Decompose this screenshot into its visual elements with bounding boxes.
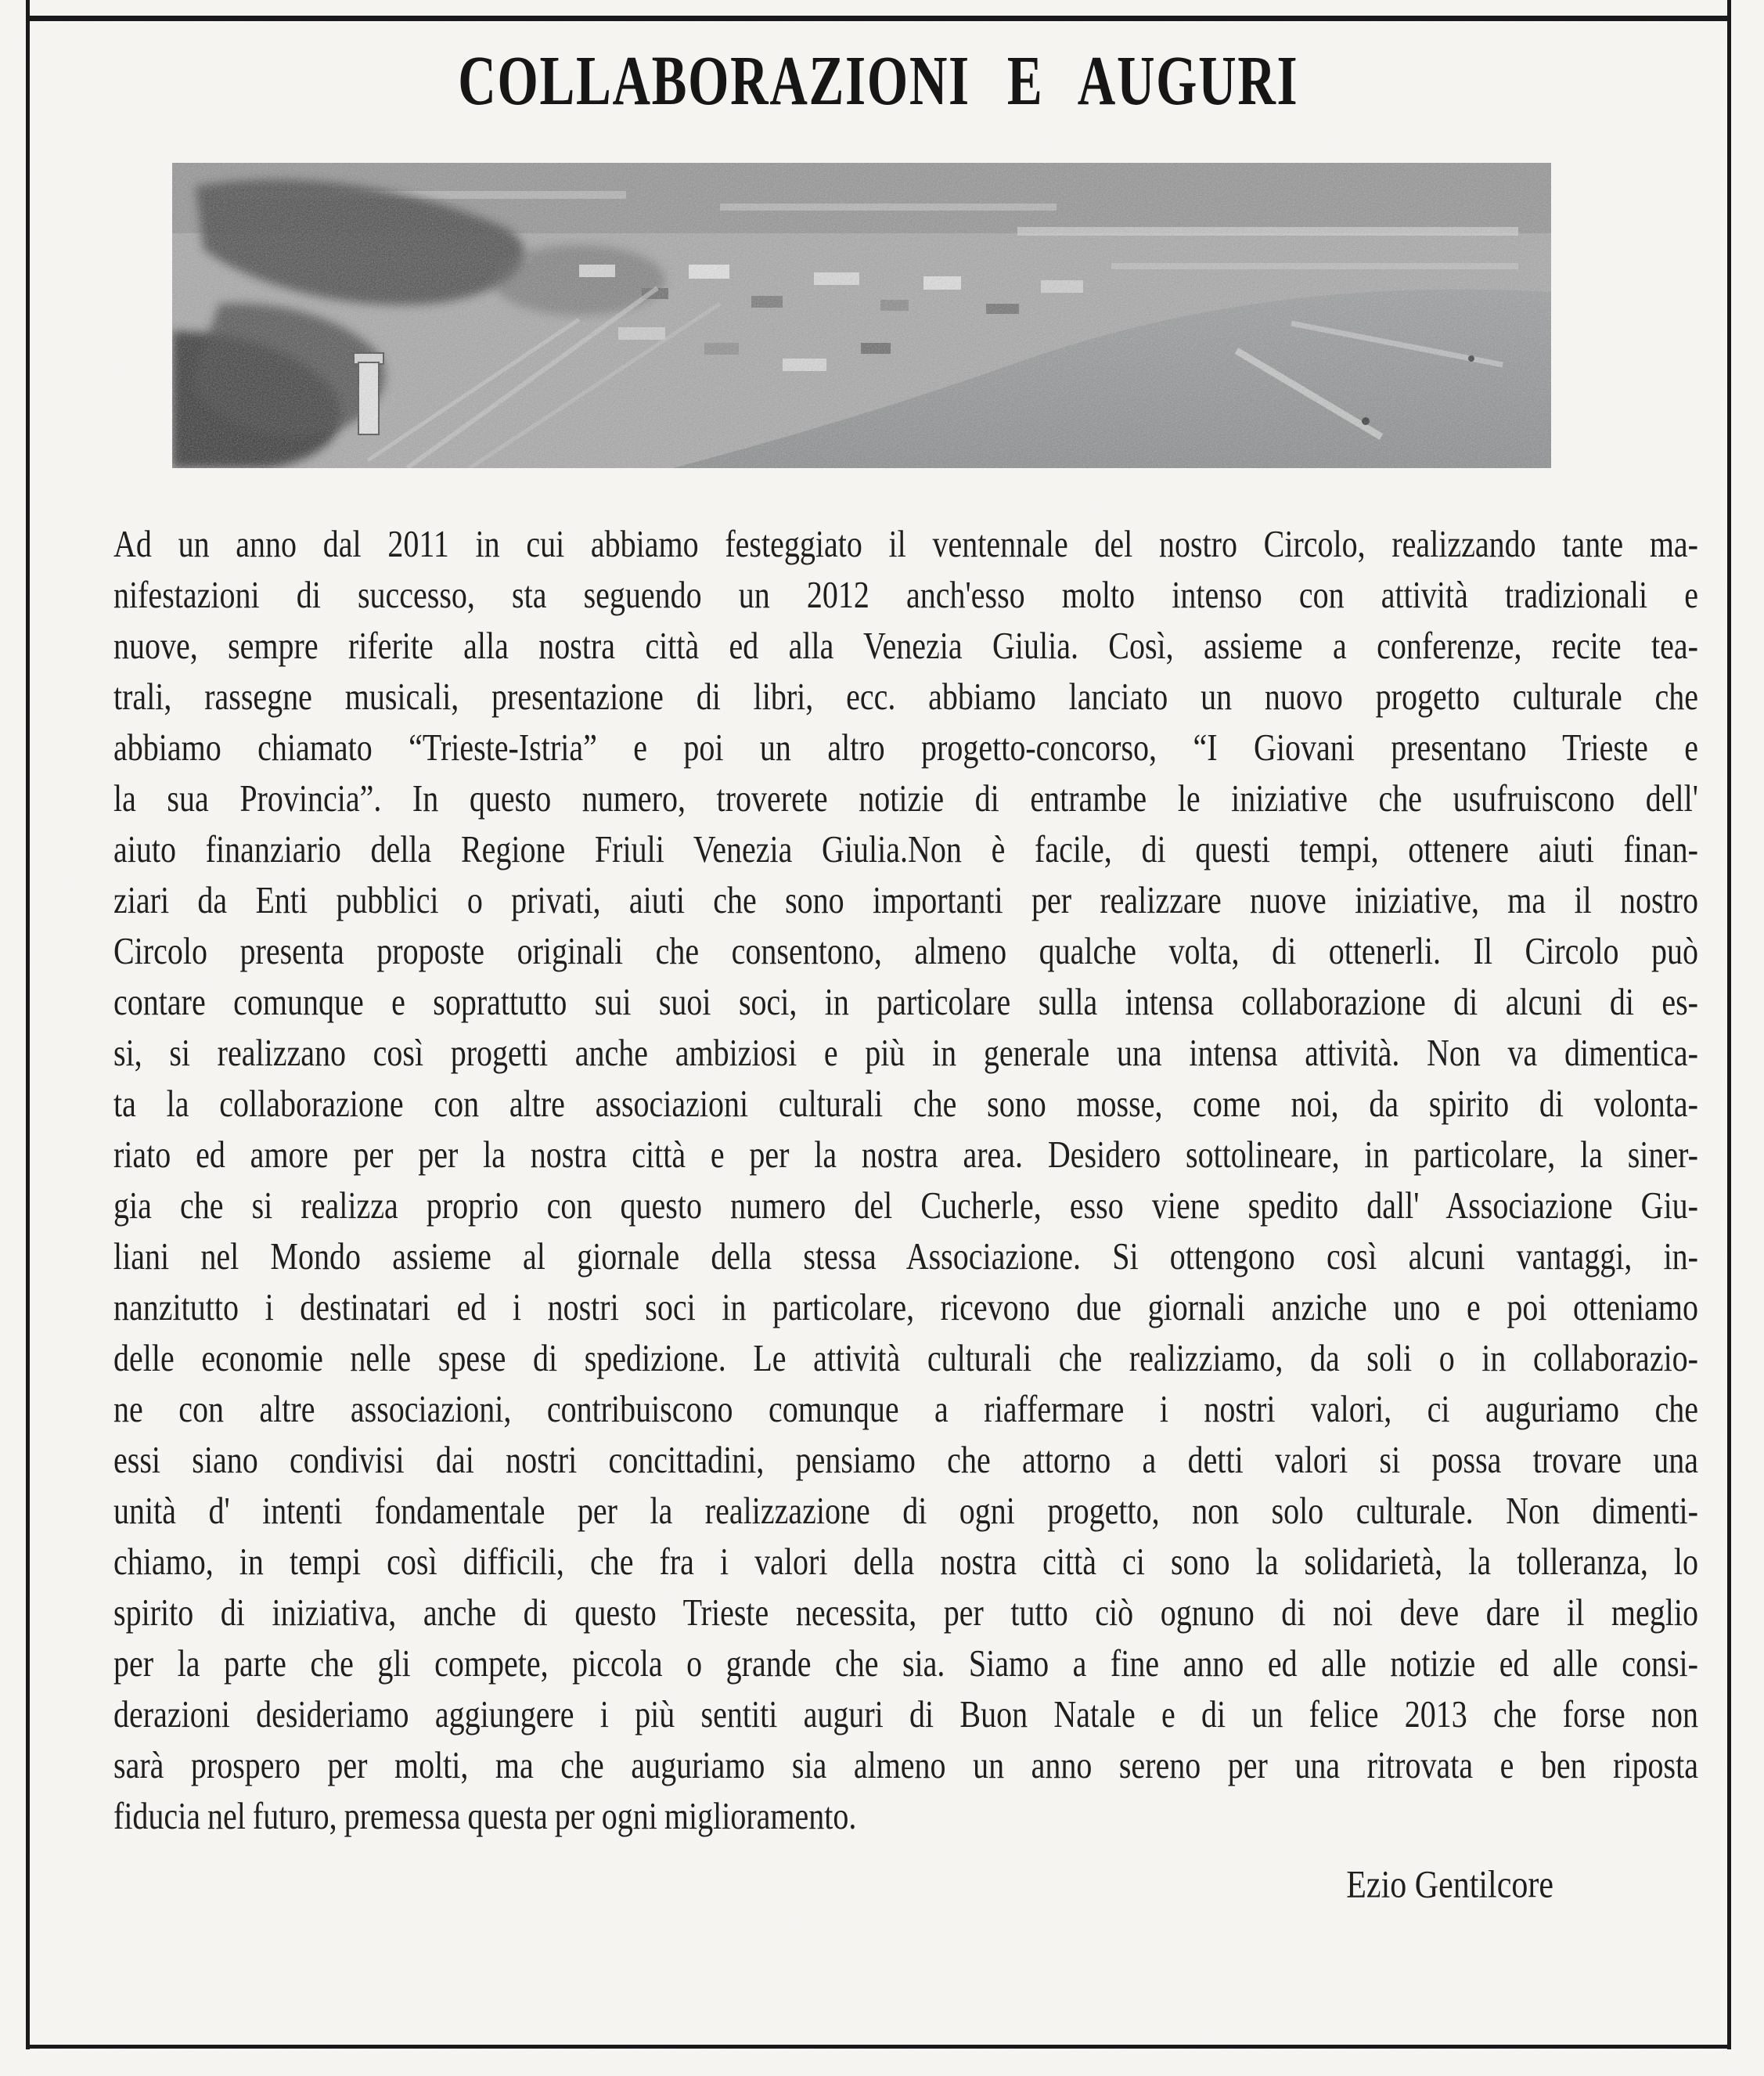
article-line: nuove, sempre riferite alla nostra città ed alla Venezia Giulia. Così, assieme a conferenze, recite tea- bbox=[113, 624, 1698, 667]
article-line: unità d' intenti fondamentale per la realizzazione di ogni progetto, non solo culturale. Non dimenti- bbox=[113, 1489, 1698, 1532]
article-line: ne con altre associazioni, contribuiscono comunque a riaffermare i nostri valori, ci auguriamo che bbox=[113, 1387, 1698, 1430]
article-line: nifestazioni di successo, sta seguendo un 2012 anch'esso molto intenso con attività tradizionali e bbox=[113, 573, 1698, 616]
article-line: contare comunque e soprattutto sui suoi soci, in particolare sulla intensa collaborazione di alcuni di es- bbox=[113, 980, 1698, 1023]
article-line: gia che si realizza proprio con questo numero del Cucherle, esso viene spedito dall' Associazione Giu- bbox=[113, 1184, 1698, 1227]
author-signature: Ezio Gentilcore bbox=[1346, 1863, 1553, 1907]
article-line: ziari da Enti pubblici o privati, aiuti che sono importanti per realizzare nuove iniziative, ma il nostro bbox=[113, 878, 1698, 921]
article-title-text: COLLABORAZIONI E AUGURI bbox=[457, 42, 1299, 121]
article-line: riato ed amore per per la nostra città e per la nostra area. Desidero sottolineare, in particolare, la siner- bbox=[113, 1133, 1698, 1176]
article-line: trali, rassegne musicali, presentazione di libri, ecc. abbiamo lanciato un nuovo progetto culturale che bbox=[113, 675, 1698, 718]
article-line: derazioni desideriamo aggiungere i più sentiti auguri di Buon Natale e di un felice 2013 che forse non bbox=[113, 1692, 1698, 1735]
article-line: Circolo presenta proposte originali che consentono, almeno qualche volta, di ottenerli. Il Circolo può bbox=[113, 929, 1698, 972]
page-rule-bottom bbox=[26, 2045, 1729, 2049]
article-body bbox=[113, 518, 1698, 1841]
article-line: ta la collaborazione con altre associazioni culturali che sono mosse, come noi, da spirito di volonta- bbox=[113, 1082, 1698, 1125]
article-line: spirito di iniziativa, anche di questo Trieste necessita, per tutto ciò ognuno di noi deve dare il meglio bbox=[113, 1591, 1698, 1634]
article-line: fiducia nel futuro, premessa questa per ogni miglioramento. bbox=[113, 1794, 857, 1837]
page-border-right bbox=[1727, 0, 1731, 2049]
article-line: la sua Provincia”. In questo numero, troverete notizie di entrambe le iniziative che usufruiscono dell' bbox=[113, 777, 1698, 820]
article-line: nanzitutto i destinatari ed i nostri soci in particolare, ricevono due giornali anziche uno e poi otteniamo bbox=[113, 1285, 1698, 1328]
page-rule-top bbox=[27, 16, 1729, 21]
article-title bbox=[27, 42, 1729, 121]
article-line: delle economie nelle spese di spedizione. Le attività culturali che realizziamo, da soli o in collaborazio- bbox=[113, 1336, 1698, 1379]
page-border-left bbox=[26, 0, 30, 2049]
article-line: aiuto finanziario della Regione Friuli Venezia Giulia.Non è facile, di questi tempi, ottenere aiuti finan- bbox=[113, 827, 1698, 870]
article-line: per la parte che gli compete, piccola o grande che sia. Siamo a fine anno ed alle notizie ed alle consi- bbox=[113, 1642, 1698, 1685]
article-line: si, si realizzano così progetti anche ambiziosi e più in generale una intensa attività. Non va dimentica- bbox=[113, 1031, 1698, 1074]
article-line: liani nel Mondo assieme al giornale della stessa Associazione. Si ottengono così alcuni vantaggi, in- bbox=[113, 1234, 1698, 1278]
article-line: abbiamo chiamato “Trieste-Istria” e poi un altro progetto-concorso, “I Giovani presentano Trieste e bbox=[113, 726, 1698, 769]
article-line: sarà prospero per molti, ma che auguriamo sia almeno un anno sereno per una ritrovata e ben riposta bbox=[113, 1743, 1698, 1786]
article-line: Ad un anno dal 2011 in cui abbiamo festeggiato il ventennale del nostro Circolo, realizzando tante ma- bbox=[113, 522, 1698, 565]
trieste-aerial-photo bbox=[172, 163, 1551, 468]
article-line: chiamo, in tempi così difficili, che fra i valori della nostra città ci sono la solidarietà, la tolleranza, lo bbox=[113, 1540, 1698, 1583]
article-line: essi siano condivisi dai nostri concittadini, pensiamo che attorno a detti valori si possa trovare una bbox=[113, 1438, 1698, 1481]
